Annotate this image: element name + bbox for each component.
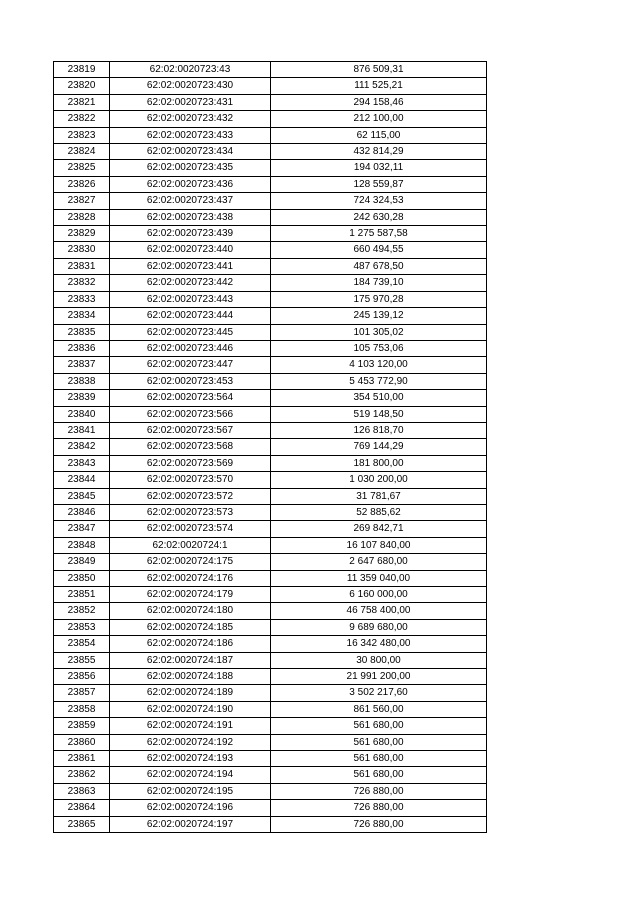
row-number-cell: 23839: [54, 390, 110, 406]
table-row: [54, 669, 487, 685]
table-body: [54, 62, 487, 833]
cadastral-value-cell: 519 148,50: [271, 406, 487, 422]
cadastral-value-cell: 16 342 480,00: [271, 636, 487, 652]
row-number-cell: 23833: [54, 291, 110, 307]
cadastral-value-cell: 3 502 217,60: [271, 685, 487, 701]
row-number-cell: 23841: [54, 422, 110, 438]
row-number-cell: 23842: [54, 439, 110, 455]
table-row: [54, 455, 487, 471]
row-number-cell: 23819: [54, 62, 110, 78]
table-row: [54, 570, 487, 586]
table-row: [54, 160, 487, 176]
row-number-cell: 23836: [54, 340, 110, 356]
cadastral-number-cell: 62:02:0020723:441: [110, 258, 271, 274]
row-number-cell: 23850: [54, 570, 110, 586]
cadastral-number-cell: 62:02:0020723:444: [110, 308, 271, 324]
table-row: [54, 258, 487, 274]
cadastral-number-cell: 62:02:0020724:194: [110, 767, 271, 783]
row-number-cell: 23865: [54, 816, 110, 832]
row-number-cell: 23854: [54, 636, 110, 652]
cadastral-number-cell: 62:02:0020723:440: [110, 242, 271, 258]
cadastral-number-cell: 62:02:0020723:436: [110, 176, 271, 192]
cadastral-value-cell: 269 842,71: [271, 521, 487, 537]
row-number-cell: 23826: [54, 176, 110, 192]
row-number-cell: 23825: [54, 160, 110, 176]
cadastral-value-cell: 561 680,00: [271, 718, 487, 734]
table-row: [54, 406, 487, 422]
table-row: [54, 800, 487, 816]
cadastral-number-cell: 62:02:0020724:192: [110, 734, 271, 750]
row-number-cell: 23832: [54, 275, 110, 291]
cadastral-number-cell: 62:02:0020724:197: [110, 816, 271, 832]
row-number-cell: 23852: [54, 603, 110, 619]
cadastral-number-cell: 62:02:0020723:567: [110, 422, 271, 438]
table-row: [54, 636, 487, 652]
cadastral-number-cell: 62:02:0020724:1: [110, 537, 271, 553]
cadastral-number-cell: 62:02:0020723:438: [110, 209, 271, 225]
cadastral-number-cell: 62:02:0020724:188: [110, 669, 271, 685]
row-number-cell: 23856: [54, 669, 110, 685]
table-row: [54, 226, 487, 242]
cadastral-value-cell: 111 525,21: [271, 78, 487, 94]
row-number-cell: 23821: [54, 94, 110, 110]
cadastral-number-cell: 62:02:0020724:196: [110, 800, 271, 816]
table-row: [54, 78, 487, 94]
cadastral-value-cell: 21 991 200,00: [271, 669, 487, 685]
cadastral-value-cell: 128 559,87: [271, 176, 487, 192]
table-row: [54, 439, 487, 455]
cadastral-value-cell: 1 275 587,58: [271, 226, 487, 242]
table-row: [54, 176, 487, 192]
cadastral-value-cell: 9 689 680,00: [271, 619, 487, 635]
row-number-cell: 23859: [54, 718, 110, 734]
row-number-cell: 23851: [54, 587, 110, 603]
cadastral-number-cell: 62:02:0020723:434: [110, 144, 271, 160]
table-row: [54, 767, 487, 783]
row-number-cell: 23837: [54, 357, 110, 373]
table-row: [54, 537, 487, 553]
table-row: [54, 308, 487, 324]
cadastral-number-cell: 62:02:0020723:568: [110, 439, 271, 455]
cadastral-number-cell: 62:02:0020723:430: [110, 78, 271, 94]
table-row: [54, 554, 487, 570]
cadastral-number-cell: 62:02:0020724:189: [110, 685, 271, 701]
cadastral-number-cell: 62:02:0020723:564: [110, 390, 271, 406]
cadastral-value-cell: 726 880,00: [271, 783, 487, 799]
row-number-cell: 23858: [54, 701, 110, 717]
table-row: [54, 619, 487, 635]
cadastral-value-cell: 62 115,00: [271, 127, 487, 143]
table-row: [54, 472, 487, 488]
cadastral-number-cell: 62:02:0020724:195: [110, 783, 271, 799]
row-number-cell: 23838: [54, 373, 110, 389]
table-row: [54, 373, 487, 389]
cadastral-value-cell: 861 560,00: [271, 701, 487, 717]
row-number-cell: 23834: [54, 308, 110, 324]
table-row: [54, 324, 487, 340]
cadastral-value-cell: 6 160 000,00: [271, 587, 487, 603]
table-row: [54, 209, 487, 225]
cadastral-value-cell: 212 100,00: [271, 111, 487, 127]
cadastral-number-cell: 62:02:0020723:445: [110, 324, 271, 340]
cadastral-number-cell: 62:02:0020724:185: [110, 619, 271, 635]
table-row: [54, 504, 487, 520]
cadastral-value-cell: 354 510,00: [271, 390, 487, 406]
table-row: [54, 357, 487, 373]
table-row: [54, 242, 487, 258]
cadastral-value-cell: 726 880,00: [271, 816, 487, 832]
row-number-cell: 23855: [54, 652, 110, 668]
cadastral-number-cell: 62:02:0020724:176: [110, 570, 271, 586]
row-number-cell: 23828: [54, 209, 110, 225]
cadastral-value-cell: 561 680,00: [271, 767, 487, 783]
table-row: [54, 62, 487, 78]
cadastral-number-cell: 62:02:0020723:570: [110, 472, 271, 488]
row-number-cell: 23849: [54, 554, 110, 570]
cadastral-value-cell: 101 305,02: [271, 324, 487, 340]
table-row: [54, 751, 487, 767]
table-row: [54, 652, 487, 668]
cadastral-value-cell: 242 630,28: [271, 209, 487, 225]
row-number-cell: 23840: [54, 406, 110, 422]
table-row: [54, 127, 487, 143]
cadastral-value-cell: 432 814,29: [271, 144, 487, 160]
cadastral-number-cell: 62:02:0020723:43: [110, 62, 271, 78]
cadastral-number-cell: 62:02:0020723:442: [110, 275, 271, 291]
cadastral-number-cell: 62:02:0020723:453: [110, 373, 271, 389]
cadastral-number-cell: 62:02:0020724:180: [110, 603, 271, 619]
cadastral-value-cell: 52 885,62: [271, 504, 487, 520]
row-number-cell: 23845: [54, 488, 110, 504]
table-row: [54, 422, 487, 438]
cadastral-number-cell: 62:02:0020723:433: [110, 127, 271, 143]
row-number-cell: 23864: [54, 800, 110, 816]
table-row: [54, 390, 487, 406]
cadastral-value-cell: 2 647 680,00: [271, 554, 487, 570]
table-row: [54, 488, 487, 504]
table-row: [54, 291, 487, 307]
cadastral-value-cell: 245 139,12: [271, 308, 487, 324]
table-row: [54, 521, 487, 537]
table-row: [54, 701, 487, 717]
row-number-cell: 23862: [54, 767, 110, 783]
table-row: [54, 94, 487, 110]
cadastral-number-cell: 62:02:0020723:439: [110, 226, 271, 242]
row-number-cell: 23831: [54, 258, 110, 274]
cadastral-value-cell: 660 494,55: [271, 242, 487, 258]
row-number-cell: 23857: [54, 685, 110, 701]
table-row: [54, 816, 487, 832]
cadastral-number-cell: 62:02:0020723:443: [110, 291, 271, 307]
cadastral-number-cell: 62:02:0020724:190: [110, 701, 271, 717]
row-number-cell: 23824: [54, 144, 110, 160]
cadastral-value-cell: 184 739,10: [271, 275, 487, 291]
row-number-cell: 23846: [54, 504, 110, 520]
row-number-cell: 23848: [54, 537, 110, 553]
row-number-cell: 23822: [54, 111, 110, 127]
table-row: [54, 734, 487, 750]
row-number-cell: 23835: [54, 324, 110, 340]
cadastral-number-cell: 62:02:0020723:566: [110, 406, 271, 422]
cadastral-value-cell: 194 032,11: [271, 160, 487, 176]
cadastral-value-cell: 724 324,53: [271, 193, 487, 209]
cadastral-value-cell: 30 800,00: [271, 652, 487, 668]
cadastral-number-cell: 62:02:0020724:186: [110, 636, 271, 652]
table-row: [54, 685, 487, 701]
cadastral-number-cell: 62:02:0020724:187: [110, 652, 271, 668]
cadastral-value-cell: 561 680,00: [271, 734, 487, 750]
row-number-cell: 23847: [54, 521, 110, 537]
cadastral-number-cell: 62:02:0020723:435: [110, 160, 271, 176]
cadastral-value-cell: 726 880,00: [271, 800, 487, 816]
table-row: [54, 193, 487, 209]
row-number-cell: 23860: [54, 734, 110, 750]
table-row: [54, 144, 487, 160]
cadastral-value-cell: 126 818,70: [271, 422, 487, 438]
cadastral-value-table: [53, 61, 487, 833]
table-row: [54, 603, 487, 619]
row-number-cell: 23820: [54, 78, 110, 94]
cadastral-value-cell: 294 158,46: [271, 94, 487, 110]
cadastral-value-cell: 105 753,06: [271, 340, 487, 356]
row-number-cell: 23844: [54, 472, 110, 488]
cadastral-value-cell: 561 680,00: [271, 751, 487, 767]
row-number-cell: 23843: [54, 455, 110, 471]
table-row: [54, 111, 487, 127]
row-number-cell: 23863: [54, 783, 110, 799]
cadastral-number-cell: 62:02:0020723:431: [110, 94, 271, 110]
cadastral-number-cell: 62:02:0020724:191: [110, 718, 271, 734]
cadastral-number-cell: 62:02:0020723:574: [110, 521, 271, 537]
cadastral-number-cell: 62:02:0020724:179: [110, 587, 271, 603]
cadastral-number-cell: 62:02:0020723:432: [110, 111, 271, 127]
cadastral-number-cell: 62:02:0020724:193: [110, 751, 271, 767]
row-number-cell: 23827: [54, 193, 110, 209]
cadastral-number-cell: 62:02:0020723:569: [110, 455, 271, 471]
cadastral-value-cell: 487 678,50: [271, 258, 487, 274]
row-number-cell: 23861: [54, 751, 110, 767]
table-row: [54, 340, 487, 356]
cadastral-value-cell: 1 030 200,00: [271, 472, 487, 488]
row-number-cell: 23853: [54, 619, 110, 635]
cadastral-number-cell: 62:02:0020723:447: [110, 357, 271, 373]
cadastral-number-cell: 62:02:0020723:573: [110, 504, 271, 520]
cadastral-value-cell: 46 758 400,00: [271, 603, 487, 619]
row-number-cell: 23830: [54, 242, 110, 258]
cadastral-value-cell: 181 800,00: [271, 455, 487, 471]
cadastral-value-cell: 769 144,29: [271, 439, 487, 455]
table-row: [54, 718, 487, 734]
cadastral-number-cell: 62:02:0020724:175: [110, 554, 271, 570]
cadastral-value-cell: 16 107 840,00: [271, 537, 487, 553]
cadastral-number-cell: 62:02:0020723:437: [110, 193, 271, 209]
table-row: [54, 587, 487, 603]
cadastral-value-cell: 876 509,31: [271, 62, 487, 78]
cadastral-number-cell: 62:02:0020723:572: [110, 488, 271, 504]
cadastral-value-cell: 5 453 772,90: [271, 373, 487, 389]
cadastral-value-cell: 31 781,67: [271, 488, 487, 504]
cadastral-value-cell: 175 970,28: [271, 291, 487, 307]
cadastral-value-cell: 4 103 120,00: [271, 357, 487, 373]
table-row: [54, 783, 487, 799]
row-number-cell: 23829: [54, 226, 110, 242]
cadastral-number-cell: 62:02:0020723:446: [110, 340, 271, 356]
row-number-cell: 23823: [54, 127, 110, 143]
cadastral-value-cell: 11 359 040,00: [271, 570, 487, 586]
table-row: [54, 275, 487, 291]
